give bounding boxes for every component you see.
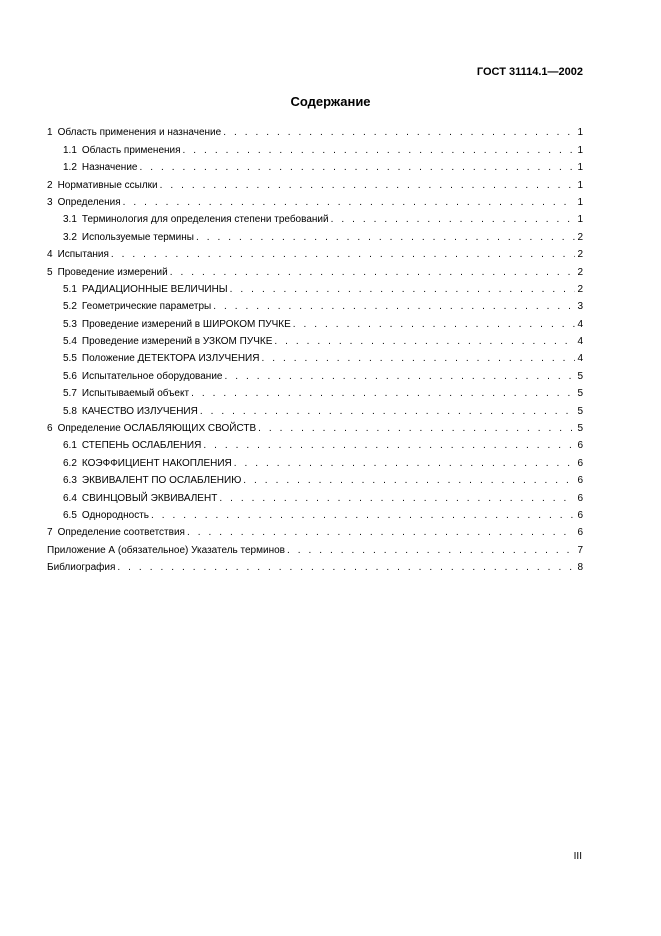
toc-entry-number: 6.4: [63, 492, 77, 504]
toc-entry: [47, 348, 583, 365]
toc-entry-title: Используемые термины: [81, 231, 194, 243]
toc-entry: [47, 487, 583, 504]
toc-entry-title: Терминология для определения степени требований: [81, 214, 329, 226]
toc-entry-title: Проведение измерений в УЗКОМ ПУЧКЕ: [81, 336, 273, 348]
toc-entry-number: 7: [47, 527, 53, 539]
toc-entry-title: Проведение измерений: [57, 266, 168, 278]
toc-entry-page: 6: [577, 457, 583, 469]
toc-entry-page: 3: [577, 301, 583, 313]
toc-entry-title: Библиография: [47, 562, 116, 574]
toc-entry: [47, 209, 583, 226]
toc-entry: [47, 452, 583, 469]
dot-leader: [117, 562, 575, 574]
dot-leader: [243, 475, 575, 487]
dot-leader: [234, 458, 576, 470]
toc-entry-number: 5.2: [63, 301, 77, 313]
toc-entry-title: КОЭФФИЦИЕНТ НАКОПЛЕНИЯ: [81, 457, 232, 469]
toc-entry: [47, 261, 583, 278]
toc-entry-title: Однородность: [81, 509, 149, 521]
toc-entry-page: 6: [577, 475, 583, 487]
toc-entry-page: 4: [577, 336, 583, 348]
toc-entry-number: 3: [47, 196, 53, 208]
dot-leader: [224, 371, 575, 383]
toc-entry-title: Область применения и назначение: [57, 127, 222, 139]
toc-entry: [47, 192, 583, 209]
toc-entry-page: 4: [577, 353, 583, 365]
toc-entry-title: Испытываемый объект: [81, 388, 190, 400]
toc-entry-number: 5: [47, 266, 53, 278]
toc-entry-number: 6.5: [63, 509, 77, 521]
dot-leader: [203, 440, 575, 452]
toc-entry-number: 4: [47, 249, 53, 261]
toc-entry-title: Определения: [57, 196, 121, 208]
dot-leader: [196, 232, 575, 244]
dot-leader: [191, 388, 575, 400]
toc-entry: [47, 435, 583, 452]
dot-leader: [230, 284, 576, 296]
toc-entry-page: 2: [577, 266, 583, 278]
toc-entry-title: Проведение измерений в ШИРОКОМ ПУЧКЕ: [81, 318, 291, 330]
toc-entry: [47, 522, 583, 539]
page-number: III: [573, 851, 582, 862]
toc-entry-page: 4: [577, 318, 583, 330]
toc-entry-page: 6: [577, 527, 583, 539]
toc-entry: [47, 557, 583, 574]
toc-entry: [47, 226, 583, 243]
toc-entry-number: 5.1: [63, 283, 77, 295]
toc-entry-title: Геометрические параметры: [81, 301, 212, 313]
toc-entry: [47, 296, 583, 313]
toc-entry: [47, 313, 583, 330]
toc-entry-page: 5: [577, 388, 583, 400]
toc-entry-page: 1: [577, 179, 583, 191]
toc-entry-title: СТЕПЕНЬ ОСЛАБЛЕНИЯ: [81, 440, 202, 452]
toc-entry-title: Определение соответствия: [57, 527, 185, 539]
toc-entry: [47, 139, 583, 156]
toc-entry-page: 8: [577, 562, 583, 574]
toc-entry: [47, 400, 583, 417]
toc-entry-number: 5.4: [63, 336, 77, 348]
toc-entry-page: 5: [577, 423, 583, 435]
toc-entry: [47, 539, 583, 556]
toc-entry: [47, 505, 583, 522]
toc-entry-page: 1: [577, 144, 583, 156]
toc-title: Содержание: [290, 94, 371, 109]
toc-entry-number: 6: [47, 423, 53, 435]
toc-entry-title: РАДИАЦИОННЫЕ ВЕЛИЧИНЫ: [81, 283, 228, 295]
dot-leader: [170, 267, 576, 279]
toc-entry: [47, 470, 583, 487]
toc-entry-title: Испытательное оборудование: [81, 370, 223, 382]
dot-leader: [123, 197, 576, 209]
toc-entry: [47, 331, 583, 348]
dot-leader: [151, 510, 575, 522]
toc-entry-number: 3.1: [63, 214, 77, 226]
dot-leader: [274, 336, 575, 348]
toc-entry-page: 6: [577, 440, 583, 452]
dot-leader: [139, 162, 575, 174]
dot-leader: [111, 249, 576, 261]
toc-entry-title: Приложение А (обязательное) Указатель терминов: [47, 544, 285, 556]
toc-entry-title: Определение ОСЛАБЛЯЮЩИХ СВОЙСТВ: [57, 423, 257, 435]
toc-entry-page: 5: [577, 370, 583, 382]
dot-leader: [261, 353, 575, 365]
toc-entry-number: 2: [47, 179, 53, 191]
standard-code: ГОСТ 31114.1—2002: [476, 66, 583, 78]
toc-entry-page: 1: [577, 214, 583, 226]
table-of-contents: [47, 122, 583, 574]
toc-entry-page: 2: [577, 231, 583, 243]
toc-entry: [47, 174, 583, 191]
dot-leader: [293, 319, 576, 331]
dot-leader: [258, 423, 575, 435]
toc-entry-number: 6.1: [63, 440, 77, 452]
dot-leader: [183, 145, 576, 157]
dot-leader: [331, 214, 576, 226]
dot-leader: [287, 545, 575, 557]
toc-entry-title: Назначение: [81, 162, 138, 174]
toc-entry-title: Положение ДЕТЕКТОРА ИЗЛУЧЕНИЯ: [81, 353, 260, 365]
toc-entry-page: 2: [577, 283, 583, 295]
toc-entry-page: 5: [577, 405, 583, 417]
toc-entry-number: 5.7: [63, 388, 77, 400]
toc-entry-title: Нормативные ссылки: [57, 179, 158, 191]
dot-leader: [219, 493, 575, 505]
toc-entry-title: СВИНЦОВЫЙ ЭКВИВАЛЕНТ: [81, 492, 218, 504]
toc-entry-title: ЭКВИВАЛЕНТ ПО ОСЛАБЛЕНИЮ: [81, 475, 242, 487]
toc-entry-number: 1.1: [63, 144, 77, 156]
toc-entry-number: 1: [47, 127, 53, 139]
toc-entry-page: 2: [577, 249, 583, 261]
toc-entry-number: 5.8: [63, 405, 77, 417]
toc-entry-number: 5.6: [63, 370, 77, 382]
toc-entry-page: 1: [577, 196, 583, 208]
toc-entry-title: КАЧЕСТВО ИЗЛУЧЕНИЯ: [81, 405, 198, 417]
toc-entry: [47, 122, 583, 139]
toc-entry: [47, 244, 583, 261]
toc-entry: [47, 157, 583, 174]
toc-entry-page: 7: [577, 544, 583, 556]
toc-entry-number: 1.2: [63, 162, 77, 174]
toc-entry-number: 6.3: [63, 475, 77, 487]
toc-entry-number: 5.3: [63, 318, 77, 330]
dot-leader: [213, 301, 575, 313]
toc-entry-number: 3.2: [63, 231, 77, 243]
toc-entry-title: Испытания: [57, 249, 109, 261]
toc-entry: [47, 418, 583, 435]
dot-leader: [223, 127, 575, 139]
dot-leader: [200, 406, 576, 418]
toc-entry-number: 6.2: [63, 457, 77, 469]
dot-leader: [187, 527, 575, 539]
toc-entry-page: 6: [577, 492, 583, 504]
toc-entry-title: Область применения: [81, 144, 181, 156]
toc-entry-page: 1: [577, 162, 583, 174]
dot-leader: [160, 180, 576, 192]
toc-entry: [47, 365, 583, 382]
toc-entry-number: 5.5: [63, 353, 77, 365]
toc-entry-page: 1: [577, 127, 583, 139]
toc-entry-page: 6: [577, 509, 583, 521]
toc-entry: [47, 279, 583, 296]
toc-entry: [47, 383, 583, 400]
